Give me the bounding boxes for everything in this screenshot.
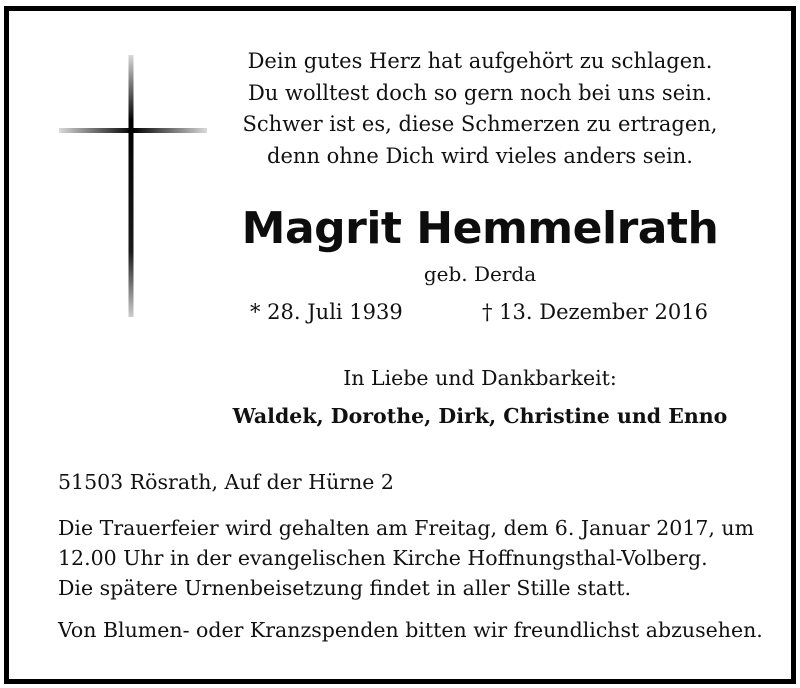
poem-line: denn ohne Dich wird vieles anders sein. — [267, 143, 693, 168]
service-line: Die spätere Urnenbeisetzung findet in aller Stille statt. — [58, 576, 631, 600]
birth-date: * 28. Juli 1939 — [250, 300, 403, 324]
poem-line: Dein gutes Herz hat aufgehört zu schlagen. — [247, 49, 713, 73]
service-line: 12.00 Uhr in der evangelischen Kirche Hoffnungsthal-Volberg. — [58, 546, 708, 570]
poem-line: Du wolltest doch so gern noch bei uns sein. — [247, 80, 713, 105]
service-details — [58, 513, 758, 603]
poem — [230, 46, 730, 172]
gratitude-line: In Liebe und Dankbarkeit: — [343, 366, 617, 390]
poem-line: Schwer ist es, diese Schmerzen zu ertragen, — [242, 112, 718, 136]
service-line: Die Trauerfeier wird gehalten am Freitag, dem 6. Januar 2017, um — [58, 516, 755, 540]
maiden-name: geb. Derda — [423, 262, 537, 286]
family-names: Waldek, Dorothe, Dirk, Christine und Enno — [232, 404, 728, 428]
deceased-name: Magrit Hemmelrath — [241, 203, 719, 254]
flowers-note: Von Blumen- oder Kranzspenden bitten wir freundlichst abzusehen. — [58, 618, 763, 642]
death-date: † 13. Dezember 2016 — [482, 300, 708, 324]
address: 51503 Rösrath, Auf der Hürne 2 — [58, 470, 394, 494]
